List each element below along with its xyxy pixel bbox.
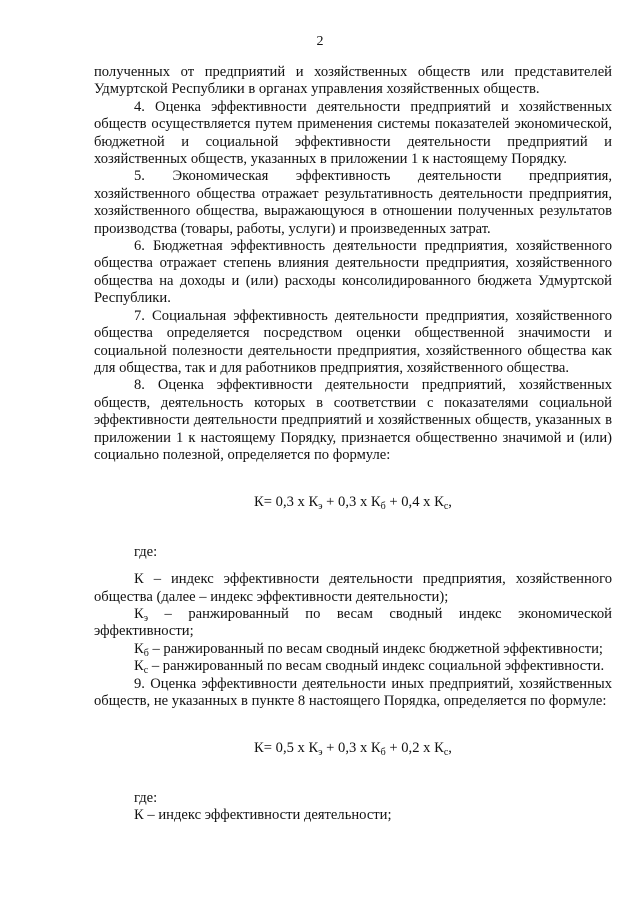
formula-1-sub-b: б [380, 501, 386, 513]
formula-2-sub-e: э [318, 747, 323, 759]
paragraph-5: 5. Экономическая эффективность деятельности предприятия, хозяйственного общества отражает результативность деятельности предприятия, хозяйственного общества, выражающуюся в отношении полученных результатов производства (товары, работы, услуги) и произведенных затрат. [94, 168, 612, 237]
definition-kc [94, 658, 612, 675]
formula-2-lead: К= 0,5 х К [254, 740, 319, 757]
paragraph-8: 8. Оценка эффективности деятельности предприятий, хозяйственных обществ, деятельность которых в соответствии с показателями социальной эффективности деятельности предприятий и хозяйственных обществ, указанных в приложении 1 к настоящему Порядку, признается общественно значимой и (или) социально полезной, определяется по формуле: [94, 377, 612, 463]
formula-1-mid-1: + 0,3 х К [322, 494, 381, 511]
paragraph-9: 9. Оценка эффективности деятельности иных предприятий, хозяйственных обществ, не указанных в пункте 8 настоящего Порядка, определяется по формуле: [94, 675, 612, 709]
ke-subscript: э [143, 612, 149, 624]
formula-1-tail: , [448, 494, 452, 511]
kb-symbol: К [134, 640, 144, 657]
where-label-2: где: [134, 789, 158, 806]
ke-text: – ранжированный по весам сводный индекс экономической эффективности; [94, 605, 612, 640]
definition-ke [94, 606, 612, 641]
definition-k: К – индекс эффективности деятельности предприятия, хозяйственного общества (далее – индекс эффективности деятельности); [94, 571, 612, 605]
paragraph-7: 7. Социальная эффективность деятельности предприятия, хозяйственного общества определяется посредством оценки общественной значимости и социальной полезности деятельности предприятия, хозяйственного общества как для общества, так и для работников предприятия, хозяйственного общества. [94, 307, 612, 376]
document-body [94, 64, 612, 825]
formula-1 [94, 494, 612, 511]
kc-subscript: с [143, 665, 149, 677]
definition-k-2: К – индекс эффективности деятельности; [134, 807, 392, 824]
formula-1-lead: К= 0,3 х К [254, 494, 319, 511]
kb-subscript: б [143, 647, 149, 659]
formula-2-sub-c: с [443, 747, 449, 759]
formula-2-sub-b: б [380, 747, 386, 759]
formula-2-mid-2: + 0,2 х К [385, 740, 444, 757]
ke-symbol: К [134, 605, 144, 622]
page-number: 2 [316, 34, 324, 49]
kc-symbol: К [134, 658, 144, 675]
formula-1-sub-c: с [443, 501, 449, 513]
paragraph-6: 6. Бюджетная эффективность деятельности предприятия, хозяйственного общества отражает степень влияния деятельности предприятия, хозяйственного общества на доходы и (или) расходы консолидированного бюджета Удмуртской Республики. [94, 238, 612, 307]
formula-1-mid-2: + 0,4 х К [385, 494, 444, 511]
formula-1-sub-e: э [318, 501, 323, 513]
formula-2 [94, 740, 612, 757]
where-label-1: где: [134, 543, 158, 560]
paragraph-4: 4. Оценка эффективности деятельности предприятий и хозяйственных обществ осуществляется путем применения системы показателей экономической, бюджетной и социальной эффективности деятельности предприятий и хозяйственных обществ, указанных в приложении 1 к настоящему Порядку. [94, 98, 612, 168]
definition-kb [94, 641, 612, 658]
kc-text: – ранжированный по весам сводный индекс социальной эффективности. [148, 658, 605, 675]
paragraph-3-continuation: полученных от предприятий и хозяйственных обществ или представителей Удмуртской Республики в органах управления хозяйственных обществ. [94, 64, 612, 98]
formula-2-tail: , [448, 740, 452, 757]
formula-2-mid-1: + 0,3 х К [322, 740, 381, 757]
kb-text: – ранжированный по весам сводный индекс бюджетной эффективности; [148, 640, 603, 657]
